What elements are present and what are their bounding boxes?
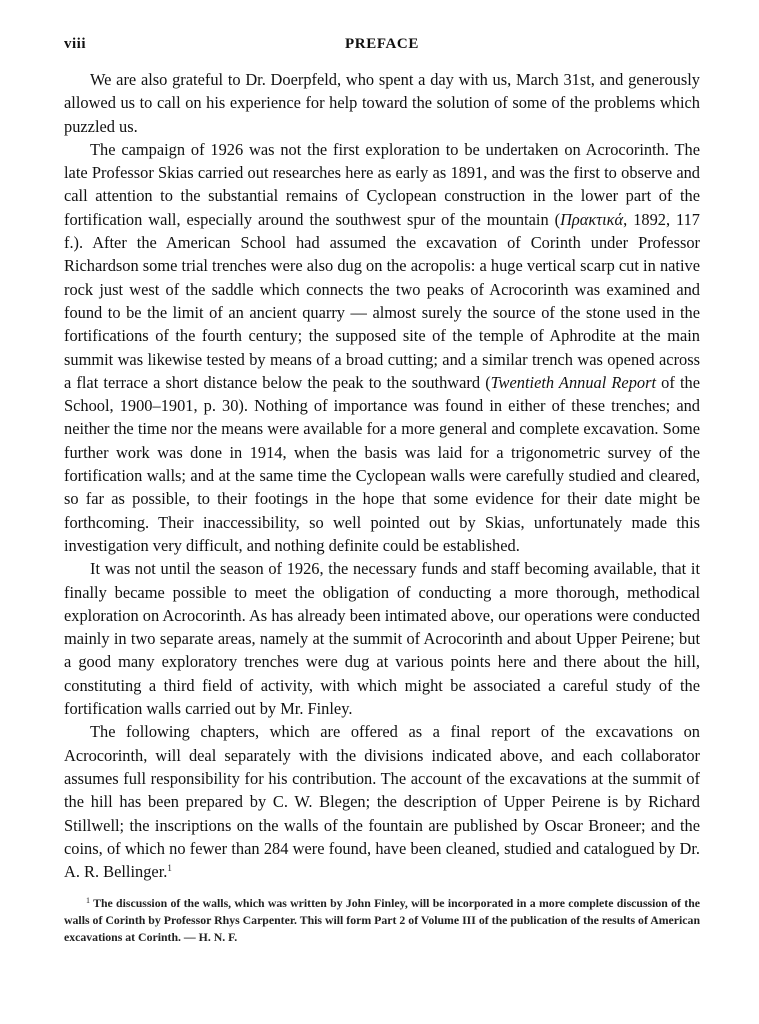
footnote-text: The discussion of the walls, which was written by John Finley, will be incorporated in a more complete discussion of the walls of Corinth by Professor Rhys Carpenter. This will form Part 2 of Volume III of the publication of the results of American excavations at Corinth. — H. N. F.: [64, 896, 700, 945]
footnote-marker: 1: [86, 896, 90, 906]
running-head: [64, 36, 700, 60]
paragraph-3-text: It was not until the season of 1926, the necessary funds and staff becoming available, that it finally became possible to meet the obligation of conducting a more thorough, methodical exploration on Acrocorinth. As has already been intimated above, our operations were conducted mainly in two separate areas, namely at the summit of Acrocorinth and about Upper Peirene; but a good many exploratory trenches were dug at various points here and there about the hill, constituting a third field of activity, with which might be associated a careful study of the fortification walls carried out by Mr. Finley.: [64, 559, 700, 719]
paragraph-2-text-b: , 1892, 117 f.). After the American School had assumed the excavation of Corinth under Professor Richardson some trial trenches were also dug on the acropolis: a huge vertical scarp cut in native rock just west of the saddle which connects the two peaks of Acrocorinth was examined and found to be the limit of an ancient quarry — almost surely the source of the stone used in the fortifications of the fourth century; the supposed site of the temple of Aphrodite at the main summit was likewise tested by means of a broad cutting; and a similar trench was opened across a flat terrace a short distance below the peak to the southward (: [64, 209, 701, 392]
paragraph-1926-season: [64, 557, 700, 720]
footnote-reference: 1: [167, 863, 172, 874]
running-title: PREFACE: [345, 36, 419, 52]
paragraph-1-text: We are also grateful to Dr. Doerpfeld, who spent a day with us, March 31st, and generously allowed us to call on his experience for help toward the solution of some of the problems which puzzled us.: [64, 70, 700, 136]
greek-citation: Πρακτικά: [560, 209, 624, 229]
paragraph-2-text-a: The campaign of 1926 was not the first exploration to be undertaken on Acrocorinth. The late Professor Skias carried out researches here as early as 1891, and was the first to observe and call attention to the substantial remains of Cyclopean construction in the lower part of the fortification wall, especially around the southwest spur of the mountain (: [64, 139, 700, 229]
paragraph-acknowledgement: [64, 68, 700, 138]
report-title: Twentieth Annual Report: [490, 372, 657, 392]
paragraph-2-text-c: of the School, 1900–1901, p. 30). Nothing of importance was found in either of these trenches; and neither the time nor the means were available for a more general and complete excavation. Some further work was done in 1914, when the basis was laid for a trigonometric survey of the fortification walls; and at the same time the Cyclopean walls were carefully studied and cleared, so far as possible, to their footings in the hope that some evidence for their date might be forthcoming. Their inaccessibility, so well pointed out by Skias, unfortunately made this investigation very difficult, and nothing definite could be established.: [64, 372, 700, 555]
paragraph-earlier-exploration: [64, 138, 700, 557]
page-number: viii: [64, 36, 87, 52]
body-text: [64, 68, 700, 883]
paragraph-chapters: [64, 720, 700, 883]
paragraph-4-text: The following chapters, which are offered as a final report of the excavations on Acrocorinth, will deal separately with the divisions indicated above, and each collaborator assumes full responsibility for his contribution. The account of the excavations at the summit of the hill has been prepared by C. W. Blegen; the description of Upper Peirene is by Richard Stillwell; the inscriptions on the walls of the fountain are published by Oscar Broneer; and the coins, of which no fewer than 284 were found, have been cleaned, studied and catalogued by Dr. A. R. Bellinger.: [64, 722, 700, 882]
footnote: [64, 895, 700, 946]
document-page: [64, 36, 700, 946]
